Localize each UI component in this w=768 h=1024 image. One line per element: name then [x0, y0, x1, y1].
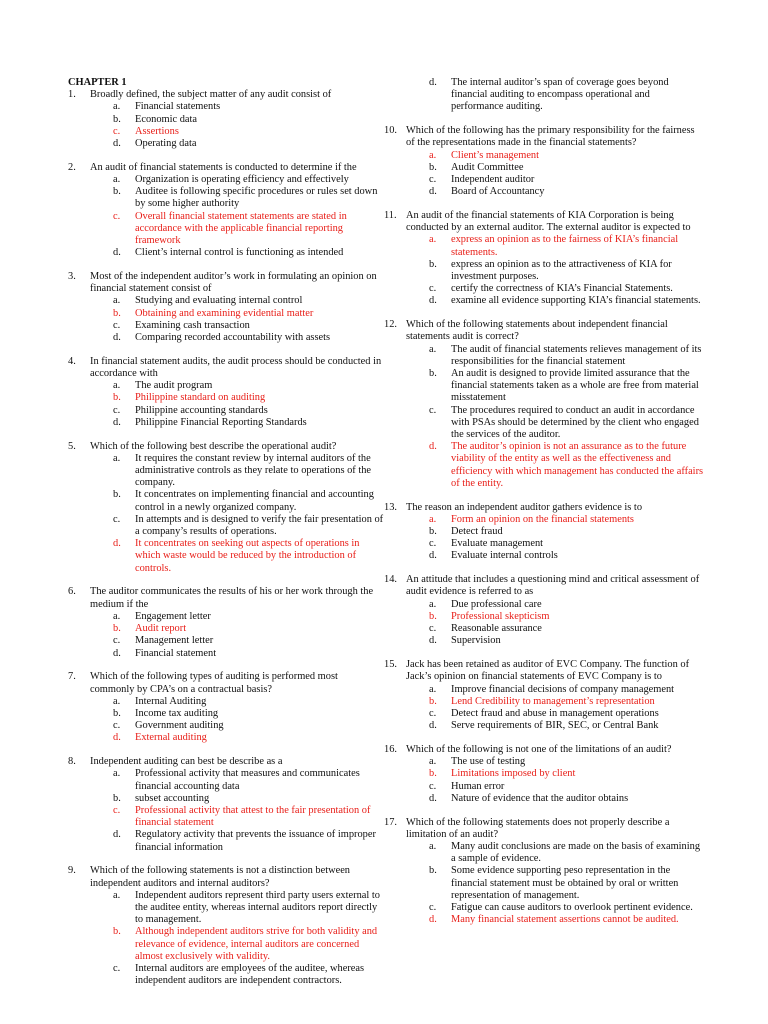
option-letter: a. [113, 610, 121, 622]
option [429, 174, 704, 186]
question-number: 6. [68, 586, 76, 598]
answer-option [429, 441, 704, 490]
option-text: It concentrates on seeking out aspects of operations in which waste would be reduced by the introduction of controls. [135, 538, 360, 574]
question-text: An audit of the financial statements of KIA Corporation is being conducted by an external auditor. The external auditor is expected to [406, 210, 691, 234]
question-text: Which of the following statements about independent financial statements audit is correct? [406, 319, 668, 343]
option [429, 841, 704, 865]
option [429, 368, 704, 405]
option-letter: c. [429, 901, 437, 913]
option-list [113, 174, 384, 259]
option [429, 684, 704, 696]
option-text: express an opinion as to the fairness of KIA’s financial statements. [451, 234, 679, 258]
option [429, 865, 704, 902]
option-text: Many audit conclusions are made on the basis of examining a sample of evidence. [451, 840, 701, 865]
option-text: Economic data [135, 113, 198, 125]
carryover-option [384, 77, 704, 114]
option [113, 768, 384, 792]
option-letter: c. [429, 623, 437, 635]
option-text: The procedures required to conduct an audit in accordance with PSAs should be determined by the client who engaged the services of the auditor. [451, 404, 699, 441]
option-text: Reasonable assurance [451, 623, 542, 635]
option-letter: d. [429, 186, 437, 198]
option-letter: c. [429, 780, 437, 792]
option-letter: b. [429, 258, 437, 270]
option-letter: b. [113, 113, 121, 125]
question [384, 125, 704, 198]
question-stem [68, 356, 384, 380]
question-number: 1. [68, 89, 76, 101]
question-stem [384, 744, 704, 756]
option-text: Audit report [135, 623, 187, 635]
option-text: It requires the constant review by internal auditors of the administrative controls as they relate to operations of the company. [135, 452, 372, 489]
chapter-heading: CHAPTER 1 [68, 77, 127, 88]
option [429, 538, 704, 550]
option [113, 380, 384, 392]
question-number: 4. [68, 355, 76, 367]
option-letter: d. [113, 732, 121, 744]
option-text: Internal Auditing [135, 695, 207, 707]
option [429, 186, 704, 198]
option-letter: b. [113, 307, 121, 319]
option-text: The use of testing [451, 756, 526, 768]
option [113, 829, 384, 853]
option-list [113, 890, 384, 988]
option [113, 332, 384, 344]
option-text: Comparing recorded accountability with assets [135, 332, 331, 344]
question-stem [68, 671, 384, 695]
option-letter: b. [429, 526, 437, 538]
question-text: Which of the following is not one of the limitations of an audit? [406, 743, 672, 755]
option-list [429, 599, 704, 648]
question [68, 162, 384, 260]
answer-option [113, 623, 384, 635]
option [113, 514, 384, 538]
question-stem [384, 659, 704, 683]
option [429, 344, 704, 368]
option-letter: b. [429, 768, 437, 780]
question-stem [384, 210, 704, 234]
option-text: Client’s management [451, 149, 540, 161]
option [429, 902, 704, 914]
option-list [429, 150, 704, 199]
option-text: The auditor’s opinion is not an assurance as to the future viability of the entity as well as the effectiveness and efficiency with which management has conducted the affairs of the entity. [451, 441, 704, 489]
question-text: Most of the independent auditor’s work in formulating an opinion on financial statement consist of [90, 271, 377, 295]
option-letter: a. [429, 756, 437, 768]
question-text: An audit of financial statements is conducted to determine if the [90, 161, 357, 173]
question-text: Broadly defined, the subject matter of any audit consist of [90, 89, 332, 101]
question-text: In financial statement audits, the audit process should be conducted in accordance with [90, 355, 382, 380]
option [429, 623, 704, 635]
answer-option [113, 732, 384, 744]
option-text: Auditee is following specific procedures or rules set down by some higher authority [135, 186, 378, 210]
option-text: Philippine standard on auditing [135, 392, 266, 404]
option-text: Engagement letter [135, 610, 211, 622]
option-letter: a. [113, 101, 121, 113]
option-text: An audit is designed to provide limited assurance that the financial statements taken as a whole are free from material misstatement [451, 368, 699, 404]
option-list [429, 344, 704, 490]
option-letter: c. [113, 804, 121, 816]
question-stem [68, 89, 384, 101]
option-letter: a. [113, 380, 121, 392]
option [429, 550, 704, 562]
question [384, 659, 704, 732]
question [68, 89, 384, 150]
option-list [429, 684, 704, 733]
option [113, 489, 384, 513]
option-text: Many financial statement assertions cannot be audited. [451, 914, 679, 926]
question-number: 15. [384, 659, 397, 671]
option [429, 162, 704, 174]
option-letter: c. [429, 283, 437, 295]
option-text: Audit Committee [451, 161, 524, 173]
answer-option [429, 696, 704, 708]
option-text: Due professional care [451, 598, 542, 610]
option-text: Examining cash transaction [135, 319, 250, 331]
answer-option [429, 768, 704, 780]
answer-option [429, 611, 704, 623]
option-text: Management letter [135, 635, 214, 647]
answer-option [113, 308, 384, 320]
option-text: Professional activity that attest to the fair presentation of financial statement [135, 804, 371, 829]
answer-option [113, 538, 384, 575]
option-text: Professional skepticism [451, 610, 550, 622]
option-text: Operating data [135, 138, 197, 150]
question-text: Which of the following best describe the operational audit? [90, 440, 337, 452]
option-text: Philippine accounting standards [135, 404, 268, 416]
option-letter: d. [429, 550, 437, 562]
option-text: Evaluate internal controls [451, 550, 558, 562]
option-text: Independent auditors represent third party users external to the auditee entity, whereas internal auditors report directly to management. [135, 889, 380, 926]
option [113, 114, 384, 126]
option [113, 708, 384, 720]
option [429, 635, 704, 647]
question-stem [384, 574, 704, 598]
option-letter: b. [429, 610, 437, 622]
question-text: An attitude that includes a questioning mind and critical assessment of audit evidence is referred to as [406, 574, 700, 598]
question-number: 2. [68, 161, 76, 173]
option-list [113, 295, 384, 344]
option-letter: c. [113, 513, 121, 525]
option [113, 720, 384, 732]
option-text: Evaluate management [451, 538, 544, 550]
option-letter: c. [113, 125, 121, 137]
option-text: Independent auditor [451, 174, 535, 186]
question-number: 13. [384, 501, 397, 513]
option-letter: c. [429, 707, 437, 719]
option-letter: a. [113, 768, 121, 780]
option-text: Although independent auditors strive for both validity and relevance of evidence, internal auditors are concerned almost exclusively with validity. [135, 926, 378, 962]
option-letter: a. [113, 889, 121, 901]
question-number: 8. [68, 756, 76, 768]
option [429, 77, 704, 114]
option-text: Internal auditors are employees of the auditee, whereas independent auditors are independent contractors. [135, 962, 365, 987]
option-text: Philippine Financial Reporting Standards [135, 416, 307, 428]
question-stem [68, 441, 384, 453]
option-text: Studying and evaluating internal control [135, 295, 303, 307]
option-letter: d. [113, 332, 121, 344]
question-stem [384, 319, 704, 343]
option-letter: a. [429, 234, 437, 246]
option [113, 793, 384, 805]
option-letter: b. [113, 926, 121, 938]
answer-option [113, 126, 384, 138]
question-text: Which of the following statements is not a distinction between independent auditors and internal auditors? [90, 865, 350, 889]
option [429, 793, 704, 805]
option [113, 405, 384, 417]
option-text: Financial statements [135, 101, 221, 113]
option-list [113, 453, 384, 575]
option [113, 186, 384, 210]
option-text: Detect fraud and abuse in management operations [451, 707, 659, 719]
option-text: The audit program [135, 380, 213, 392]
question-stem [384, 125, 704, 149]
option [113, 648, 384, 660]
question [384, 574, 704, 647]
option-text: Lend Credibility to management’s representation [451, 695, 655, 707]
option-letter: b. [113, 186, 121, 198]
option [113, 138, 384, 150]
answer-option [113, 805, 384, 829]
option-letter: b. [113, 707, 121, 719]
option-text: certify the correctness of KIA’s Financial Statements. [451, 283, 673, 295]
option-text: examine all evidence supporting KIA’s financial statements. [451, 295, 701, 307]
answer-option [429, 914, 704, 926]
option-letter: d. [429, 295, 437, 307]
option-letter: b. [429, 695, 437, 707]
option-text: Some evidence supporting peso representation in the financial statement must be obtained by oral or written representation of management. [451, 865, 679, 901]
option-letter: a. [113, 695, 121, 707]
option [113, 696, 384, 708]
option-text: Client’s internal control is functioning as intended [135, 247, 344, 259]
option-list [113, 696, 384, 745]
option-list [429, 841, 704, 926]
question-number: 12. [384, 319, 397, 331]
option-letter: d. [429, 441, 437, 453]
option-text: Assertions [135, 125, 179, 137]
question [384, 319, 704, 490]
question [384, 744, 704, 805]
question-number: 3. [68, 271, 76, 283]
question-stem [68, 162, 384, 174]
answer-option [429, 234, 704, 258]
option-text: Limitations imposed by client [451, 768, 576, 780]
left-column [68, 77, 384, 999]
option-letter: a. [113, 295, 121, 307]
question-text: Which of the following types of auditing is performed most commonly by CPA’s on a contractual basis? [90, 671, 338, 695]
option-letter: c. [113, 720, 121, 732]
question [68, 271, 384, 344]
option-letter: b. [429, 865, 437, 877]
option-letter: a. [429, 343, 437, 355]
option-letter: d. [429, 914, 437, 926]
option-text: Obtaining and examining evidential matter [135, 307, 314, 319]
option-list [113, 101, 384, 150]
question-stem [68, 271, 384, 295]
option-letter: a. [429, 149, 437, 161]
option-text: Fatigue can cause auditors to overlook pertinent evidence. [451, 901, 693, 913]
option [113, 320, 384, 332]
option-letter: d. [429, 635, 437, 647]
option-text: express an opinion as to the attractiveness of KIA for investment purposes. [451, 258, 672, 283]
answer-option [113, 211, 384, 248]
option-text: External auditing [135, 732, 207, 744]
option-list [429, 234, 704, 307]
option [113, 295, 384, 307]
option-text: Financial statement [135, 647, 217, 659]
option-letter: d. [113, 538, 121, 550]
option-text: Serve requirements of BIR, SEC, or Central Bank [451, 720, 659, 732]
option [429, 708, 704, 720]
option [429, 283, 704, 295]
question-stem [384, 817, 704, 841]
option-letter: c. [429, 174, 437, 186]
option-letter: a. [113, 174, 121, 186]
question [68, 671, 384, 744]
option [429, 781, 704, 793]
question [68, 586, 384, 659]
option-text: The internal auditor’s span of coverage goes beyond financial auditing to encompass operational and performance auditing. [451, 77, 669, 113]
question-text: Which of the following statements does not properly describe a limitation of an audit? [406, 816, 670, 840]
option-letter: d. [113, 138, 121, 150]
option-letter: b. [113, 489, 121, 501]
option-letter: b. [113, 392, 121, 404]
option [429, 756, 704, 768]
option [429, 526, 704, 538]
option-text: Regulatory activity that prevents the issuance of improper financial information [135, 829, 376, 853]
question-text: Independent auditing can best be describe as a [90, 756, 283, 768]
option-text: subset accounting [135, 792, 210, 804]
question-stem [68, 756, 384, 768]
option-letter: b. [429, 161, 437, 173]
option-letter: d. [429, 77, 437, 88]
option-text: Government auditing [135, 720, 224, 732]
question [384, 210, 704, 308]
question-text: The auditor communicates the results of his or her work through the medium if the [90, 586, 374, 610]
option-text: Overall financial statement statements are stated in accordance with the applicable financial reporting framework [135, 210, 347, 247]
question-number: 11. [384, 210, 397, 222]
option [113, 963, 384, 987]
option-letter: b. [113, 623, 121, 635]
option-letter: d. [429, 720, 437, 732]
question-text: The reason an independent auditor gathers evidence is to [406, 501, 643, 513]
option [113, 174, 384, 186]
option-list [429, 514, 704, 563]
option-text: Professional activity that measures and communicates financial accounting data [135, 768, 360, 792]
question-number: 14. [384, 574, 397, 586]
option-letter: a. [429, 513, 437, 525]
option-letter: c. [429, 404, 437, 416]
question [384, 817, 704, 927]
question-number: 10. [384, 125, 397, 137]
question [68, 865, 384, 987]
option-text: It concentrates on implementing financial and accounting control in a newly organized company. [135, 489, 374, 513]
option [429, 599, 704, 611]
question-number: 16. [384, 743, 397, 755]
option-text: In attempts and is designed to verify the fair presentation of a company’s results of operations. [135, 513, 384, 538]
option-list [113, 380, 384, 429]
option-list [113, 611, 384, 660]
question-stem [68, 586, 384, 610]
question-text: Jack has been retained as auditor of EVC Company. The function of Jack’s opinion on financial statements of EVC Company is to [406, 659, 690, 683]
option-list [429, 756, 704, 805]
option-text: Form an opinion on the financial statements [451, 513, 634, 525]
option [113, 101, 384, 113]
question-stem [384, 502, 704, 514]
option-letter: d. [113, 247, 121, 259]
option-text: Detect fraud [451, 526, 503, 538]
option-letter: c. [429, 538, 437, 550]
option-letter: b. [429, 368, 437, 380]
option-letter: c. [113, 635, 121, 647]
question [68, 441, 384, 575]
question-number: 9. [68, 865, 76, 877]
question [384, 502, 704, 563]
option-text: Human error [451, 780, 505, 792]
option-letter: a. [429, 683, 437, 695]
option-letter: c. [113, 404, 121, 416]
option-text: Organization is operating efficiency and effectively [135, 174, 349, 186]
answer-option [429, 514, 704, 526]
option [429, 259, 704, 283]
option-letter: d. [113, 416, 121, 428]
answer-option [113, 392, 384, 404]
option-letter: c. [113, 319, 121, 331]
option-text: Nature of evidence that the auditor obtains [451, 792, 629, 804]
option-text: Income tax auditing [135, 707, 219, 719]
right-column [384, 77, 704, 938]
option-letter: b. [113, 792, 121, 804]
option-letter: a. [429, 840, 437, 852]
option-list [429, 77, 704, 114]
question [68, 356, 384, 429]
option-letter: a. [113, 452, 121, 464]
option [113, 890, 384, 927]
option-letter: a. [429, 598, 437, 610]
question-stem [68, 865, 384, 889]
option [113, 453, 384, 490]
option-text: Improve financial decisions of company management [451, 683, 675, 695]
question [68, 756, 384, 854]
option-letter: c. [113, 210, 121, 222]
option-letter: c. [113, 962, 121, 974]
option [113, 635, 384, 647]
option-text: Board of Accountancy [451, 186, 545, 198]
option [113, 611, 384, 623]
option-text: The audit of financial statements relieves management of its responsibilities for the financial statement [451, 343, 702, 367]
question-number: 5. [68, 440, 76, 452]
answer-option [113, 926, 384, 963]
option-list [113, 768, 384, 853]
option [113, 417, 384, 429]
option-letter: d. [113, 647, 121, 659]
question-text: Which of the following has the primary responsibility for the fairness of the representations made in the financial statements? [406, 125, 695, 149]
option-letter: d. [429, 792, 437, 804]
option [429, 295, 704, 307]
question-number: 17. [384, 816, 397, 828]
question-number: 7. [68, 671, 76, 683]
option [113, 247, 384, 259]
answer-option [429, 150, 704, 162]
option-text: Supervision [451, 635, 501, 647]
option [429, 405, 704, 442]
option [429, 720, 704, 732]
option-letter: d. [113, 829, 121, 841]
